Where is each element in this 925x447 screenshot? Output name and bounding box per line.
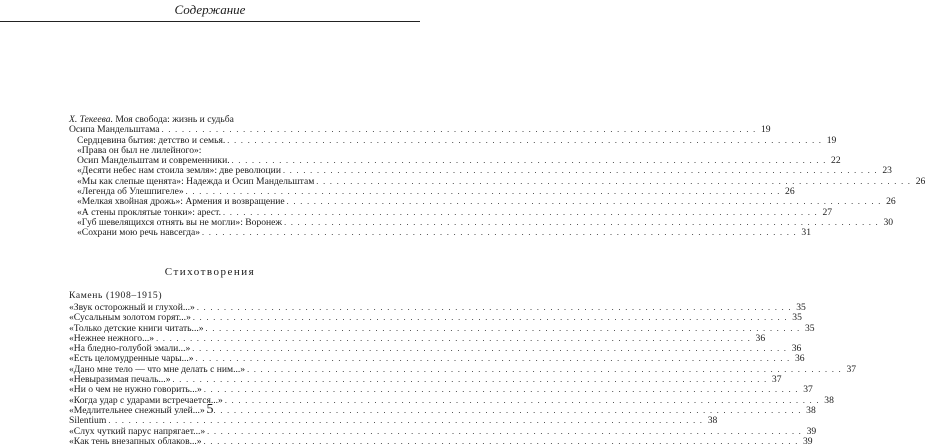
toc-entry-page: 26	[915, 175, 925, 187]
dot-leader	[206, 324, 801, 334]
dot-leader	[227, 136, 822, 146]
toc-entry-page: 30	[883, 216, 894, 228]
toc-entry-title: Осип Мандельштам и современники.	[77, 155, 230, 167]
dot-leader	[192, 344, 787, 354]
toc-entry-title: «Нежнее нежного...»	[69, 332, 155, 344]
dot-leader	[156, 334, 751, 344]
toc-entry-page: 35	[792, 312, 802, 324]
toc-entry-page: 39	[803, 435, 813, 447]
toc-entry-page: 37	[846, 363, 857, 375]
dot-leader	[193, 313, 788, 323]
toc-entry-title: «Сохрани мою речь навсегда»	[77, 227, 201, 239]
running-head: Содержание	[174, 2, 246, 17]
toc-entry	[69, 227, 812, 239]
toc-entry-page: 36	[755, 332, 766, 344]
toc-entry-page: 37	[803, 384, 813, 396]
toc-entry-title: «Сусальным золотом горят...»	[69, 312, 191, 324]
dot-leader	[247, 365, 842, 375]
toc-entry-page: 36	[794, 353, 805, 365]
toc-entry-page: 31	[801, 227, 812, 239]
toc-entry-page: 39	[806, 425, 817, 437]
toc-entry-author: Х. Текеева.	[69, 114, 113, 125]
toc-entry-title: «Слух чуткий парус напрягает...»	[69, 425, 206, 437]
toc-entry-title: «Мы как слепые щенята»: Надежда и Осип Мандельштам	[77, 175, 315, 187]
toc-entry-title: Silentium	[69, 415, 107, 427]
toc-entry-page: 23	[882, 165, 892, 177]
dot-leader	[204, 437, 799, 447]
toc-entry-page: 19	[826, 134, 837, 146]
toc-entry-title: «На бледно-голубой эмали...»	[69, 343, 191, 355]
toc-entry-title-rest: Моя свобода: жизнь и судьба	[112, 114, 234, 125]
toc-entry-page: 26	[886, 196, 896, 208]
dot-leader	[223, 208, 818, 218]
dot-leader	[197, 303, 792, 313]
toc-entry-page: 26	[785, 186, 795, 198]
toc-entry-title: «Невыразимая печаль...»	[69, 374, 171, 386]
dot-leader	[232, 156, 827, 166]
toc-entry-page: 38	[806, 404, 816, 416]
dot-leader	[162, 125, 757, 135]
toc-entry-page: 36	[791, 343, 802, 355]
toc-entry-title: «Десяти небес нам стоила земля»: две революции	[77, 165, 281, 177]
section-title: Стихотворения	[164, 266, 256, 278]
header-rule	[0, 21, 420, 22]
toc-entry-title: Сердцевина бытия: детство и семья.	[77, 134, 226, 146]
dot-leader	[173, 375, 768, 385]
dot-leader	[316, 177, 911, 187]
toc-entry-page: 37	[771, 374, 782, 386]
toc-entry-title: «Медлительнее снежный улей...»	[69, 404, 205, 416]
dot-leader	[284, 218, 879, 228]
toc-entry-title: «Губ шевелящихся отнять вы не могли»: Воронеж	[77, 216, 283, 228]
toc-entry-title: «Как тень внезапных облаков...»	[69, 435, 202, 447]
toc-entry-page: 35	[804, 322, 815, 334]
toc-poems-list	[69, 290, 857, 447]
toc-entry-title: «Ни о чем не нужно говорить...»	[69, 384, 202, 396]
toc-entry-page: 38	[824, 394, 834, 406]
dot-leader	[283, 166, 878, 176]
toc-entry-title: Осипа Мандельштама	[69, 124, 160, 136]
toc-entry-title: «Только детские книги читать...»	[69, 322, 204, 334]
toc-entry-title: «Когда удар с ударами встречается...»	[69, 394, 223, 406]
toc-entry	[69, 435, 813, 447]
toc-entry-title: «Дано мне тело — что мне делать с ним...»	[69, 363, 246, 375]
toc-entry-title: «А стены проклятые тонки»: арест.	[77, 206, 222, 218]
toc-entry-page: 19	[760, 124, 771, 136]
dot-leader	[287, 197, 882, 207]
toc-intro-list	[69, 114, 925, 239]
toc-entry-title: «Есть целомудренные чары...»	[69, 353, 194, 365]
toc-entry-title: «Права он был не лилейного»:	[77, 144, 202, 156]
toc-entry-page: 22	[831, 155, 841, 167]
dot-leader	[207, 427, 802, 437]
toc-entry-page: 27	[822, 206, 833, 218]
toc-entry-page: 38	[707, 415, 718, 427]
toc-entry-title: «Мелкая хвойная дрожь»: Армения и возвращение	[77, 196, 285, 208]
subsection-heading: Камень (1908–1915)	[69, 290, 163, 301]
toc-entry-title: «Звук осторожный и глухой...»	[69, 302, 195, 313]
toc-entry-title: «Легенда об Улешпигеле»	[77, 186, 184, 198]
page-number: 5	[206, 402, 214, 417]
dot-leader	[196, 354, 791, 364]
dot-leader	[204, 385, 799, 395]
dot-leader	[202, 228, 797, 238]
toc-entry-page: 35	[796, 302, 806, 313]
